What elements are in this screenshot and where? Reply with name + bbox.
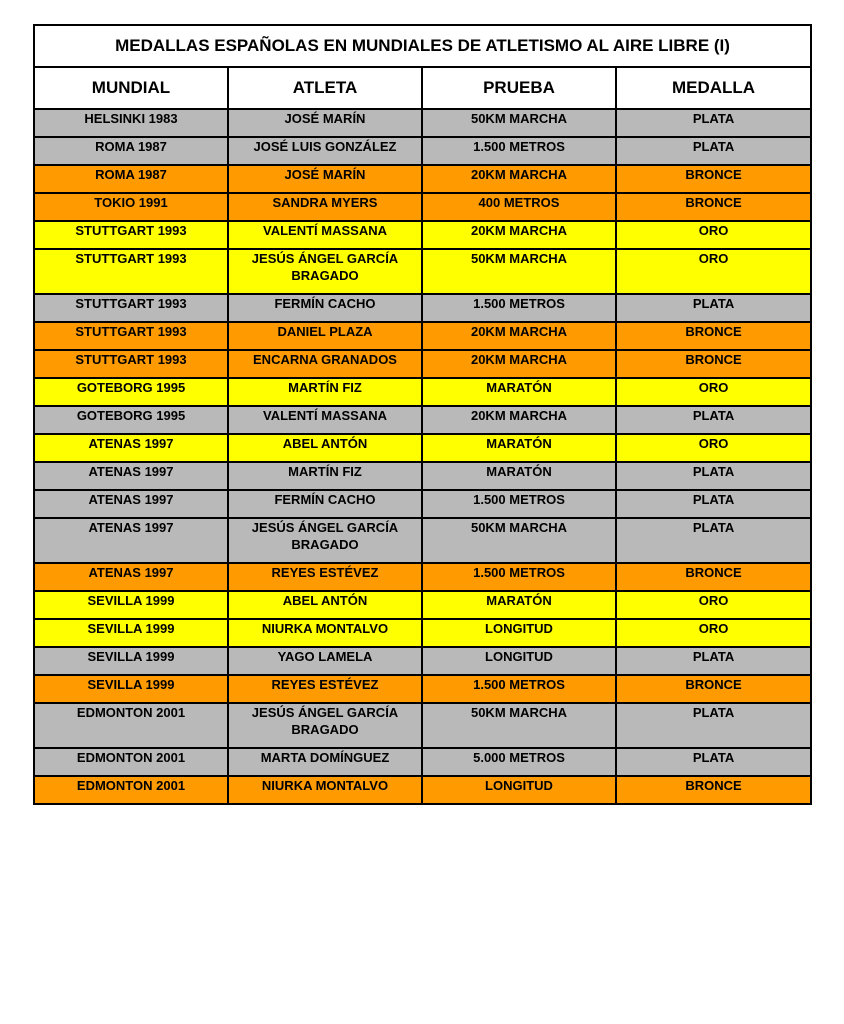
- cell-medalla: ORO: [616, 249, 811, 294]
- cell-atleta: NIURKA MONTALVO: [228, 776, 422, 804]
- cell-prueba: 1.500 METROS: [422, 490, 616, 518]
- cell-prueba: 1.500 METROS: [422, 563, 616, 591]
- cell-prueba: LONGITUD: [422, 776, 616, 804]
- cell-medalla: PLATA: [616, 294, 811, 322]
- cell-medalla: ORO: [616, 591, 811, 619]
- cell-atleta: FERMÍN CACHO: [228, 490, 422, 518]
- cell-mundial: ROMA 1987: [34, 137, 228, 165]
- cell-prueba: 1.500 METROS: [422, 294, 616, 322]
- cell-mundial: STUTTGART 1993: [34, 221, 228, 249]
- cell-mundial: HELSINKI 1983: [34, 109, 228, 137]
- cell-prueba: 5.000 METROS: [422, 748, 616, 776]
- cell-mundial: STUTTGART 1993: [34, 350, 228, 378]
- cell-prueba: 1.500 METROS: [422, 137, 616, 165]
- cell-prueba: 20KM MARCHA: [422, 350, 616, 378]
- table-row: [34, 434, 811, 462]
- table-row: [34, 137, 811, 165]
- header-mundial: MUNDIAL: [34, 67, 228, 109]
- cell-mundial: STUTTGART 1993: [34, 294, 228, 322]
- cell-mundial: ATENAS 1997: [34, 434, 228, 462]
- table-row: [34, 193, 811, 221]
- cell-medalla: PLATA: [616, 518, 811, 563]
- cell-mundial: SEVILLA 1999: [34, 591, 228, 619]
- table-row: [34, 109, 811, 137]
- cell-medalla: PLATA: [616, 406, 811, 434]
- cell-atleta: SANDRA MYERS: [228, 193, 422, 221]
- cell-medalla: BRONCE: [616, 165, 811, 193]
- cell-atleta: YAGO LAMELA: [228, 647, 422, 675]
- cell-medalla: BRONCE: [616, 563, 811, 591]
- table-body: [34, 109, 811, 804]
- cell-atleta: ENCARNA GRANADOS: [228, 350, 422, 378]
- cell-medalla: PLATA: [616, 137, 811, 165]
- cell-mundial: GOTEBORG 1995: [34, 378, 228, 406]
- table-row: [34, 221, 811, 249]
- cell-mundial: ATENAS 1997: [34, 462, 228, 490]
- cell-prueba: 50KM MARCHA: [422, 703, 616, 748]
- table-row: [34, 703, 811, 748]
- cell-medalla: ORO: [616, 434, 811, 462]
- cell-prueba: 50KM MARCHA: [422, 109, 616, 137]
- table-row: [34, 647, 811, 675]
- table-row: [34, 490, 811, 518]
- cell-atleta: MARTA DOMÍNGUEZ: [228, 748, 422, 776]
- table-row: [34, 294, 811, 322]
- table-row: [34, 322, 811, 350]
- table-row: [34, 165, 811, 193]
- cell-prueba: 20KM MARCHA: [422, 406, 616, 434]
- cell-medalla: ORO: [616, 378, 811, 406]
- cell-mundial: SEVILLA 1999: [34, 675, 228, 703]
- cell-medalla: BRONCE: [616, 193, 811, 221]
- header-row: [34, 67, 811, 109]
- cell-atleta: ABEL ANTÓN: [228, 434, 422, 462]
- cell-medalla: PLATA: [616, 109, 811, 137]
- header-prueba: PRUEBA: [422, 67, 616, 109]
- cell-atleta: JESÚS ÁNGEL GARCÍA BRAGADO: [228, 703, 422, 748]
- cell-medalla: PLATA: [616, 490, 811, 518]
- cell-medalla: PLATA: [616, 647, 811, 675]
- cell-atleta: MARTÍN FIZ: [228, 462, 422, 490]
- cell-mundial: SEVILLA 1999: [34, 619, 228, 647]
- cell-mundial: EDMONTON 2001: [34, 776, 228, 804]
- table-title: MEDALLAS ESPAÑOLAS EN MUNDIALES DE ATLETISMO AL AIRE LIBRE (I): [34, 25, 811, 67]
- cell-atleta: REYES ESTÉVEZ: [228, 675, 422, 703]
- cell-mundial: ATENAS 1997: [34, 490, 228, 518]
- cell-medalla: PLATA: [616, 703, 811, 748]
- cell-atleta: JESÚS ÁNGEL GARCÍA BRAGADO: [228, 249, 422, 294]
- table-row: [34, 518, 811, 563]
- table-row: [34, 563, 811, 591]
- cell-prueba: 50KM MARCHA: [422, 518, 616, 563]
- table-row: [34, 591, 811, 619]
- cell-prueba: MARATÓN: [422, 378, 616, 406]
- cell-prueba: 50KM MARCHA: [422, 249, 616, 294]
- title-row: [34, 25, 811, 67]
- cell-atleta: FERMÍN CACHO: [228, 294, 422, 322]
- table-row: [34, 748, 811, 776]
- cell-prueba: 1.500 METROS: [422, 675, 616, 703]
- cell-atleta: VALENTÍ MASSANA: [228, 406, 422, 434]
- header-medalla: MEDALLA: [616, 67, 811, 109]
- table-row: [34, 675, 811, 703]
- table-row: [34, 776, 811, 804]
- cell-prueba: 400 METROS: [422, 193, 616, 221]
- cell-medalla: PLATA: [616, 462, 811, 490]
- cell-prueba: 20KM MARCHA: [422, 165, 616, 193]
- cell-prueba: MARATÓN: [422, 462, 616, 490]
- cell-prueba: 20KM MARCHA: [422, 322, 616, 350]
- cell-atleta: VALENTÍ MASSANA: [228, 221, 422, 249]
- cell-atleta: MARTÍN FIZ: [228, 378, 422, 406]
- cell-mundial: ATENAS 1997: [34, 518, 228, 563]
- cell-medalla: PLATA: [616, 748, 811, 776]
- table-row: [34, 350, 811, 378]
- cell-atleta: REYES ESTÉVEZ: [228, 563, 422, 591]
- cell-medalla: BRONCE: [616, 322, 811, 350]
- cell-mundial: STUTTGART 1993: [34, 322, 228, 350]
- cell-atleta: JOSÉ LUIS GONZÁLEZ: [228, 137, 422, 165]
- cell-prueba: MARATÓN: [422, 434, 616, 462]
- header-atleta: ATLETA: [228, 67, 422, 109]
- table-row: [34, 462, 811, 490]
- cell-mundial: GOTEBORG 1995: [34, 406, 228, 434]
- cell-prueba: 20KM MARCHA: [422, 221, 616, 249]
- cell-mundial: ATENAS 1997: [34, 563, 228, 591]
- cell-mundial: EDMONTON 2001: [34, 703, 228, 748]
- table-row: [34, 406, 811, 434]
- table-row: [34, 378, 811, 406]
- table-row: [34, 619, 811, 647]
- cell-atleta: JOSÉ MARÍN: [228, 165, 422, 193]
- cell-mundial: STUTTGART 1993: [34, 249, 228, 294]
- cell-mundial: ROMA 1987: [34, 165, 228, 193]
- cell-mundial: EDMONTON 2001: [34, 748, 228, 776]
- cell-atleta: ABEL ANTÓN: [228, 591, 422, 619]
- cell-atleta: JESÚS ÁNGEL GARCÍA BRAGADO: [228, 518, 422, 563]
- medals-table: [33, 24, 812, 805]
- cell-atleta: NIURKA MONTALVO: [228, 619, 422, 647]
- cell-prueba: LONGITUD: [422, 647, 616, 675]
- cell-medalla: BRONCE: [616, 776, 811, 804]
- cell-atleta: JOSÉ MARÍN: [228, 109, 422, 137]
- table-row: [34, 249, 811, 294]
- cell-mundial: TOKIO 1991: [34, 193, 228, 221]
- cell-medalla: BRONCE: [616, 675, 811, 703]
- cell-mundial: SEVILLA 1999: [34, 647, 228, 675]
- cell-medalla: BRONCE: [616, 350, 811, 378]
- cell-prueba: LONGITUD: [422, 619, 616, 647]
- cell-medalla: ORO: [616, 619, 811, 647]
- cell-medalla: ORO: [616, 221, 811, 249]
- cell-atleta: DANIEL PLAZA: [228, 322, 422, 350]
- cell-prueba: MARATÓN: [422, 591, 616, 619]
